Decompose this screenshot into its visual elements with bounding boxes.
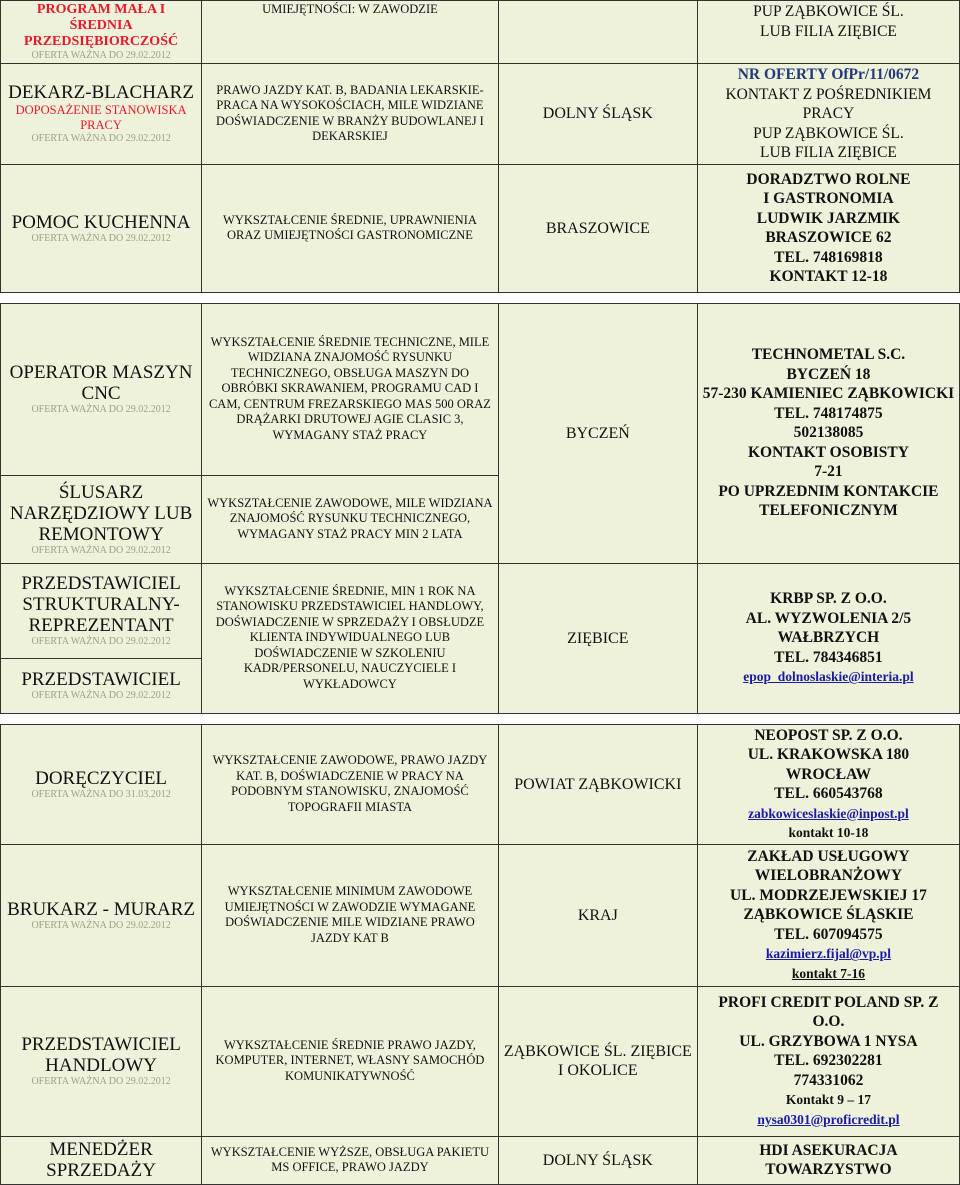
contact-line: LUDWIK JARZMIK bbox=[756, 209, 901, 227]
contact-line: TEL. 607094575 bbox=[774, 925, 883, 943]
validity-date: OFERTA WAŻNA DO 29.02.2012 bbox=[31, 919, 171, 931]
contact-line: HDI ASEKURACJA TOWARZYSTWO bbox=[759, 1141, 898, 1178]
contact-line: 502138085 bbox=[793, 424, 864, 442]
contact-line: LUB FILIA ZIĘBICE bbox=[759, 144, 897, 161]
contact-line: BRASZOWICE 62 bbox=[765, 229, 892, 246]
requirements-cell: WYKSZTAŁCENIE ŚREDNIE TECHNICZNE, MILE WIDZIANA ZNAJOMOŚĆ RYSUNKU TECHNICZNEGO, OBSŁUGA MASZYN DO OBRÓBKI SKRAWANIEM, PROGRAMU CAD I CAM, CENTRUM FREZARSKIEGO MAS 500 ORAZ DRĄŻARKI DRUTOWEJ AGIE CLASIC 3, WYMAGANY STAŻ PRACY bbox=[202, 303, 499, 475]
location-cell bbox=[498, 1, 697, 64]
contact-line: UL. KRAKOWSKA 180 bbox=[747, 746, 910, 763]
table-row bbox=[1, 164, 960, 292]
table-row bbox=[1, 64, 960, 165]
job-title: PROGRAM MAŁA I ŚREDNIA PRZEDSIĘBIORCZOŚĆ bbox=[24, 2, 179, 49]
location-cell: ZIĘBICE bbox=[498, 563, 697, 713]
validity-date: OFERTA WAŻNA DO 29.02.2012 bbox=[31, 133, 171, 145]
requirements-cell: WYKSZTAŁCENIE ZAWODOWE, PRAWO JAZDY KAT. B, DOŚWIADCZENIE W PRACY NA PODOBNYM STANOWISKU, ZNAJOMOŚĆ TOPOGRAFII MIASTA bbox=[202, 724, 499, 844]
email-link[interactable]: nysa0301@proficredit.pl bbox=[757, 1111, 900, 1127]
job-title: OPERATOR MASZYN CNC bbox=[9, 362, 193, 404]
contact-cell bbox=[697, 844, 959, 986]
job-title-cell bbox=[1, 658, 202, 713]
location-cell: KRAJ bbox=[498, 844, 697, 986]
job-title-cell bbox=[1, 1, 202, 64]
requirements-cell: WYKSZTAŁCENIE ŚREDNIE, UPRAWNIENIA ORAZ UMIEJĘTNOŚCI GASTRONOMICZNE bbox=[202, 164, 499, 292]
contact-line: TEL. 784346851 bbox=[774, 648, 883, 666]
requirements-cell: WYKSZTAŁCENIE ŚREDNIE, MIN 1 ROK NA STANOWISKU PRZEDSTAWICIEL HANDLOWY, DOŚWIADCZENIE W SPRZEDAŻY I OBSŁUDZE KLIENTA INDYWIDUALNEGO LUB DOŚWIADCZENIE W SZKOLENIU KADR/PERSONELU, NAUCZYCIELE I WYKŁADOWCY bbox=[202, 563, 499, 713]
validity-date: OFERTA WAŻNA DO 29.02.2012 bbox=[31, 404, 171, 415]
contact-line: KONTAKT OSOBISTY bbox=[747, 443, 909, 461]
contact-line: KONTAKT 12-18 bbox=[769, 268, 888, 285]
contact-line: TEL. 660543768 bbox=[774, 785, 883, 802]
contact-line: UL. MODRZEJEWSKIEJ 17 bbox=[730, 886, 927, 904]
contact-cell bbox=[697, 64, 959, 165]
row-gap bbox=[1, 713, 960, 724]
location-cell: BRASZOWICE bbox=[498, 164, 697, 292]
requirements-cell: WYKSZTAŁCENIE ŚREDNIE PRAWO JAZDY, KOMPUTER, INTERNET, WŁASNY SAMOCHÓD KOMUNIKATYWNOŚĆ bbox=[202, 986, 499, 1136]
validity-date: OFERTA WAŻNA DO 29.02.2012 bbox=[31, 50, 171, 61]
location-cell: BYCZEŃ bbox=[498, 303, 697, 563]
table-row bbox=[1, 1136, 960, 1184]
offer-number: NR OFERTY OfPr/11/0672 bbox=[737, 66, 920, 83]
location-cell: DOLNY ŚLĄSK bbox=[498, 64, 697, 165]
contact-line: I GASTRONOMIA bbox=[763, 190, 894, 207]
contact-line: ZĄBKOWICE ŚLĄSKIE bbox=[743, 906, 914, 924]
requirements-cell: WYKSZTAŁCENIE MINIMUM ZAWODOWE UMIEJĘTNOŚCI W ZAWODZIE WYMAGANE DOŚWIADCZENIE MILE WIDZIANE PRAWO JAZDY KAT B bbox=[202, 844, 499, 986]
job-title: PRZEDSTAWICIEL STRUKTURALNY-REPREZENTANT bbox=[21, 573, 181, 636]
contact-line: PO UPRZEDNIM KONTAKCIE TELEFONICZNYM bbox=[718, 482, 939, 520]
contact-line: 7-21 bbox=[814, 463, 843, 481]
job-title-cell bbox=[1, 844, 202, 986]
contact-line: PROFI CREDIT POLAND SP. Z O.O. bbox=[718, 993, 939, 1031]
contact-line: KONTAKT Z POŚREDNIKIEM PRACY bbox=[725, 85, 932, 122]
location-cell: POWIAT ZĄBKOWICKI bbox=[498, 724, 697, 844]
requirements-cell: PRAWO JAZDY KAT. B, BADANIA LEKARSKIE-PRACA NA WYSOKOŚCIACH, MILE WIDZIANE DOŚWIADCZENIE W BRANŻY BUDOWLANEJ I DEKARSKIEJ bbox=[202, 64, 499, 165]
contact-hours: kontakt 10-18 bbox=[788, 825, 869, 840]
requirements-cell: UMIEJĘTNOŚCI: W ZAWODZIE bbox=[202, 1, 499, 64]
email-link[interactable]: zabkowiceslaskie@inpost.pl bbox=[748, 805, 909, 821]
job-title-cell bbox=[1, 724, 202, 844]
contact-line: TEL. 692302281 bbox=[774, 1052, 883, 1070]
contact-line: AL. WYZWOLENIA 2/5 bbox=[745, 609, 912, 627]
validity-date: OFERTA WAŻNA DO 29.02.2012 bbox=[31, 636, 171, 647]
location-cell: DOLNY ŚLĄSK bbox=[498, 1136, 697, 1184]
requirements-cell: WYKSZTAŁCENIE ZAWODOWE, MILE WIDZIANA ZNAJOMOŚĆ RYSUNKU TECHNICZNEGO, WYMAGANY STAŻ PRACY MIN 2 LATA bbox=[202, 475, 499, 563]
contact-line: PUP ZĄBKOWICE ŚL. bbox=[753, 124, 904, 142]
contact-line: 774331062 bbox=[793, 1071, 864, 1089]
validity-date: OFERTA WAŻNA DO 29.02.2012 bbox=[31, 544, 171, 556]
contact-line: PUP ZĄBKOWICE ŚL. bbox=[753, 3, 904, 20]
contact-cell bbox=[697, 1, 959, 64]
email-link[interactable]: kazimierz.fijal@vp.pl bbox=[765, 946, 891, 962]
job-title-cell bbox=[1, 164, 202, 292]
contact-line: DORADZTWO ROLNE bbox=[746, 170, 911, 188]
validity-date: OFERTA WAŻNA DO 29.02.2012 bbox=[31, 232, 171, 244]
contact-line: LUB FILIA ZIĘBICE bbox=[759, 22, 897, 40]
job-title-cell bbox=[1, 986, 202, 1136]
validity-date: OFERTA WAŻNA DO 29.02.2012 bbox=[31, 1076, 171, 1087]
job-title: PRZEDSTAWICIEL bbox=[21, 669, 181, 690]
job-title: MENEDŻER SPRZEDAŻY bbox=[46, 1139, 156, 1181]
contact-line: 57-230 KAMIENIEC ZĄBKOWICKI bbox=[702, 385, 955, 403]
job-title-cell bbox=[1, 64, 202, 165]
contact-cell bbox=[697, 563, 959, 713]
job-title: POMOC KUCHENNA bbox=[11, 211, 191, 233]
location-cell: ZĄBKOWICE ŚL. ZIĘBICE I OKOLICE bbox=[498, 986, 697, 1136]
contact-line: TEL. 748169818 bbox=[774, 248, 883, 266]
table-row bbox=[1, 724, 960, 844]
contact-cell bbox=[697, 303, 959, 563]
contact-line: TECHNOMETAL S.C. bbox=[751, 346, 906, 364]
contact-cell bbox=[697, 164, 959, 292]
job-title-cell bbox=[1, 563, 202, 658]
contact-line: KRBP SP. Z O.O. bbox=[770, 590, 887, 608]
table-row bbox=[1, 844, 960, 986]
table-row bbox=[1, 303, 960, 475]
contact-line: NEOPOST SP. Z O.O. bbox=[754, 726, 903, 744]
contact-line: ZAKŁAD USŁUGOWY WIELOBRANŻOWY bbox=[747, 847, 910, 885]
contact-line: UL. GRZYBOWA 1 NYSA bbox=[739, 1032, 918, 1050]
job-title-cell bbox=[1, 303, 202, 475]
validity-date: OFERTA WAŻNA DO 29.02.2012 bbox=[31, 690, 171, 701]
job-title: PRZEDSTAWICIEL HANDLOWY bbox=[21, 1034, 181, 1076]
contact-cell bbox=[697, 1136, 959, 1184]
validity-date: OFERTA WAŻNA DO 31.03.2012 bbox=[31, 788, 171, 800]
table-row bbox=[1, 563, 960, 658]
contact-line: WROCŁAW bbox=[785, 765, 872, 783]
table-row bbox=[1, 986, 960, 1136]
job-title: DEKARZ-BLACHARZ bbox=[8, 82, 194, 104]
contact-hours: Kontakt 9 – 17 bbox=[785, 1092, 871, 1108]
row-gap bbox=[1, 292, 960, 303]
job-title: DORĘCZYCIEL bbox=[35, 767, 168, 789]
job-title-cell bbox=[1, 475, 202, 563]
contact-cell bbox=[697, 986, 959, 1136]
requirements-cell: WYKSZTAŁCENIE WYŻSZE, OBSŁUGA PAKIETU MS OFFICE, PRAWO JAZDY bbox=[202, 1136, 499, 1184]
table-row bbox=[1, 1, 960, 64]
job-title: ŚLUSARZ NARZĘDZIOWY LUB REMONTOWY bbox=[9, 481, 193, 545]
job-subtitle: DOPOSAŻENIE STANOWISKA PRACY bbox=[15, 103, 187, 133]
contact-line: TEL. 748174875 bbox=[774, 404, 883, 422]
job-title-cell bbox=[1, 1136, 202, 1184]
email-link[interactable]: epop_dolnoslaskie@interia.pl bbox=[743, 669, 914, 685]
contact-hours: kontakt 7-16 bbox=[791, 965, 865, 981]
contact-line: BYCZEŃ 18 bbox=[786, 365, 871, 383]
contact-line: WAŁBRZYCH bbox=[777, 629, 880, 647]
job-title: BRUKARZ - MURARZ bbox=[7, 898, 196, 920]
contact-cell bbox=[697, 724, 959, 844]
